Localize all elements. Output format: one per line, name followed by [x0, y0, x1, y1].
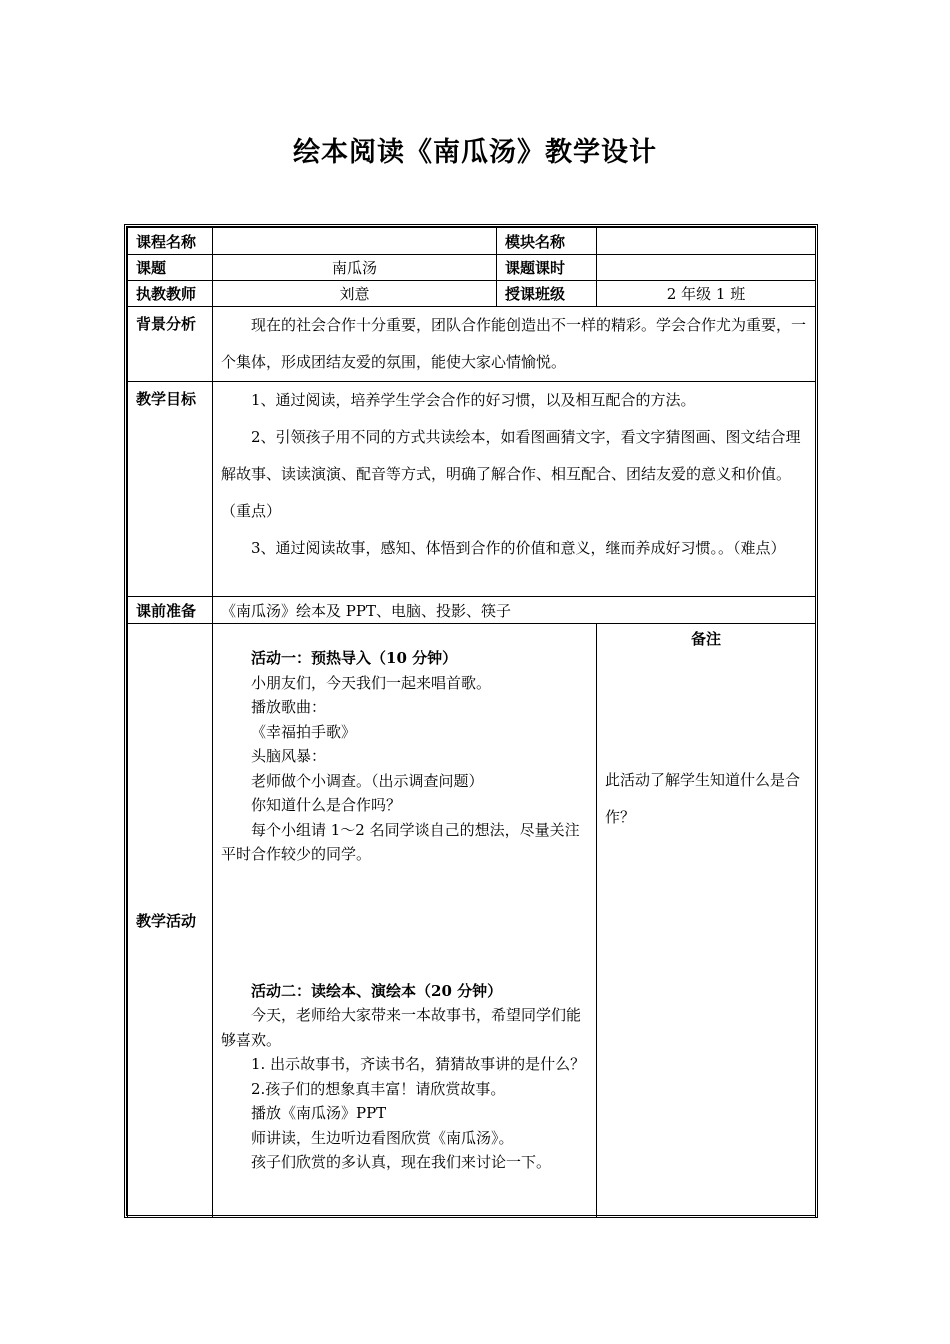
activity-line: 今天，老师给大家带来一本故事书，希望同学们能够喜欢。 [221, 1006, 582, 1049]
table-row [128, 281, 816, 307]
class-label: 授课班级 [497, 281, 597, 307]
activity-one-heading: 活动一：预热导入（10 分钟） [251, 649, 458, 667]
activity-line: 《幸福拍手歌》 [251, 722, 357, 741]
class-value: 2 年级 1 班 [597, 281, 816, 307]
activity-line: 头脑风暴： [251, 747, 327, 765]
page-title: 绘本阅读《南瓜汤》教学设计 [293, 137, 657, 168]
spacer [221, 867, 588, 979]
course-name-label: 课程名称 [128, 228, 213, 255]
hours-label: 课题课时 [497, 255, 597, 281]
activity-label: 教学活动 [128, 624, 213, 1218]
goal-item: 3、通过阅读故事，感知、体悟到合作的价值和意义，继而养成好习惯。。（难点） [251, 539, 786, 557]
goal-item: 2、引领孩子用不同的方式共读绘本，如看图画猜文字，看文字猜图画、图文结合理解故事、读读演演、配音等方式，明确了解合作、相互配合、团结友爱的意义和价值。（重点） [221, 428, 801, 520]
teacher-label: 执教教师 [128, 281, 213, 307]
activity-line: 你知道什么是合作吗？ [251, 796, 402, 814]
activity-one [221, 646, 588, 867]
activity-line: 播放歌曲： [251, 698, 327, 716]
background-label: 背景分析 [128, 307, 213, 382]
module-name-value [597, 228, 816, 255]
activity-two [221, 979, 588, 1175]
background-text: 现在的社会合作十分重要，团队合作能创造出不一样的精彩。学会合作尤为重要，一个集体，形成团结友爱的氛围，能使大家心情愉悦。 [221, 316, 807, 371]
activity-line: 每个小组请 1～2 名同学谈自己的想法，尽量关注平时合作较少的同学。 [221, 820, 580, 863]
activity-line: 孩子们欣赏的多认真，现在我们来讨论一下。 [251, 1153, 552, 1171]
notes-text: 此活动了解学生知道什么是合作？ [605, 771, 801, 826]
activity-line: 播放《南瓜汤》PPT [251, 1104, 387, 1122]
activity-line: 师讲读，生边听边看图欣赏《南瓜汤》。 [251, 1128, 514, 1147]
activity-line: 小朋友们，今天我们一起来唱首歌。 [251, 673, 492, 692]
prep-value: 《南瓜汤》绘本及 PPT、电脑、投影、筷子 [213, 597, 816, 624]
goals-label: 教学目标 [128, 382, 213, 597]
table-row [128, 307, 816, 382]
goals-cell [213, 382, 816, 597]
teacher-value: 刘意 [213, 281, 497, 307]
course-name-value [213, 228, 497, 255]
activity-line: 1. 出示故事书，齐读书名，猜猜故事讲的是什么？ [251, 1055, 586, 1073]
hours-value [597, 255, 816, 281]
activity-line: 老师做个小调查。（出示调查问题） [251, 771, 484, 790]
table-row [128, 255, 816, 281]
notes-header: 备注 [690, 630, 721, 648]
prep-label: 课前准备 [128, 597, 213, 624]
table-row [128, 228, 816, 255]
table-row [128, 624, 816, 1218]
notes-cell [597, 624, 816, 1218]
activity-line: 2.孩子们的想象真丰富！请欣赏故事。 [251, 1079, 506, 1098]
table-row [128, 382, 816, 597]
module-name-label: 模块名称 [497, 228, 597, 255]
topic-value: 南瓜汤 [213, 255, 497, 281]
activity-cell [213, 624, 597, 1218]
activity-two-heading: 活动二：读绘本、演绘本（20 分钟） [251, 981, 503, 1000]
lesson-plan-table [127, 227, 816, 1218]
goal-item: 1、通过阅读，培养学生学会合作的好习惯，以及相互配合的方法。 [251, 391, 696, 409]
background-cell [213, 307, 816, 382]
topic-label: 课题 [128, 255, 213, 281]
table-row [128, 597, 816, 624]
